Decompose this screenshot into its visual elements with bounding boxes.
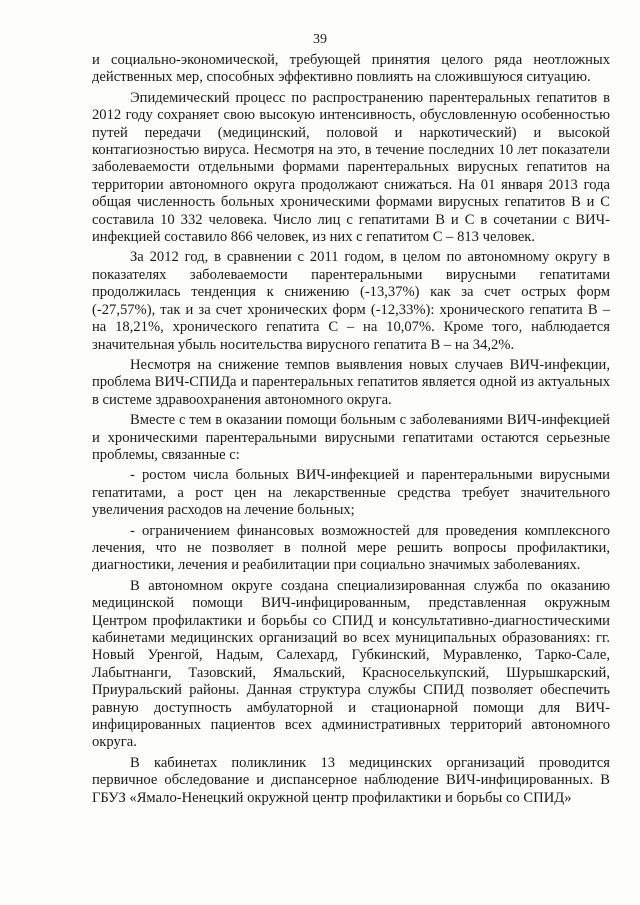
body-text <box>92 52 610 810</box>
paragraph-continuation: и социально-экономической, требующей принятия целого ряда неотложных действенных мер, способных эффективно повлиять на сложившуюся ситуацию. <box>92 52 610 86</box>
paragraph-hiv-problem: Несмотря на снижение темпов выявления новых случаев ВИЧ-инфекции, проблема ВИЧ-СПИДа и парентеральных гепатитов является одной из актуальных в системе здравоохранения автономного округа. <box>92 356 610 408</box>
list-item-patient-growth: - ростом числа больных ВИЧ-инфекцией и парентеральными вирусными гепатитами, а рост цен на лекарственные средства требует значительного увеличения расходов на лечение больных; <box>92 467 610 519</box>
paragraph-incidence-2012: За 2012 год, в сравнении с 2011 годом, в целом по автономному округу в показателях заболеваемости парентеральными вирусными гепатитами продолжилась тенденция к снижению (-13,37%) как за счет острых форм (-27,57%), так и за счет хронических форм (-12,33%): хронического гепатита В – на 18,21%, хронического гепатита С – на 10,07%. Кроме того, наблюдается значительная убыль носительства вирусного гепатита В – на 34,2%. <box>92 249 610 353</box>
paragraph-problems-intro: Вместе с тем в оказании помощи больным с заболеваниями ВИЧ-инфекцией и хроническими парентеральными вирусными гепатитами остаются серьезные проблемы, связанные с: <box>92 412 610 463</box>
paragraph-epidemic-process: Эпидемический процесс по распространению парентеральных гепатитов в 2012 году сохраняет свою высокую интенсивность, обусловленную особенностью путей передачи (медицинский, половой и наркотический) и высокой контагиозностью вируса. Несмотря на это, в течение последних 10 лет показатели заболеваемости отдельными формами парентеральных вирусных гепатитов на территории автономного округа продолжают снижаться. На 01 января 2013 года общая численность больных хроническими формами вирусных гепатитов В и С составила 10 332 человека. Число лиц с гепатитами В и С в сочетании с ВИЧ-инфекцией составило 866 человек, из них с гепатитом С – 813 человек. <box>92 89 610 246</box>
list-item-financial-limits: - ограничением финансовых возможностей для проведения комплексного лечения, что не позволяет в полной мере решить вопросы профилактики, диагностики, лечения и реабилитации при социально значимых заболеваниях. <box>92 522 610 574</box>
paragraph-aids-service: В автономном округе создана специализированная служба по оказанию медицинской помощи ВИЧ-инфицированным, представленная окружным Центром профилактики и борьбы со СПИД и консультативно-диагностическими кабинетами медицинских организаций во всех муниципальных образованиях: гг. Новый Уренгой, Надым, Салехард, Губкинский, Муравленко, Тарко-Сале, Лабытнанги, Тазовский, Ямальский, Красноселькупский, Шурышкарский, Приуральский районы. Данная структура службы СПИД позволяет обеспечить равную доступность амбулаторной и стационарной помощи для ВИЧ-инфицированных пациентов всех административных территорий автономного округа. <box>92 577 610 751</box>
page-number: 39 <box>313 32 327 47</box>
paragraph-clinics: В кабинетах поликлиник 13 медицинских организаций проводится первичное обследование и диспансерное наблюдение ВИЧ-инфицированных. В ГБУЗ «Ямало-Ненецкий окружной центр профилактики и борьбы со СПИД» <box>92 754 610 806</box>
